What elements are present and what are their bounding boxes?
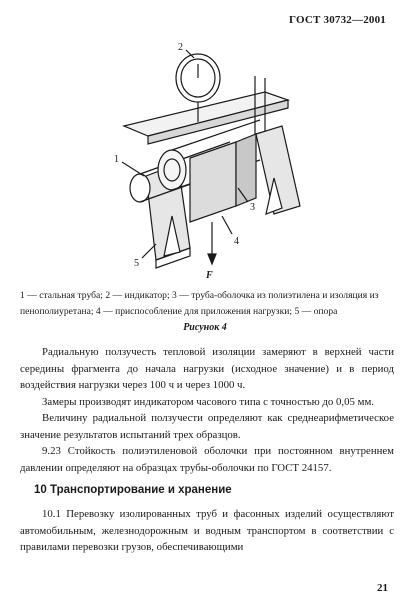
- test-apparatus-figure: [60, 38, 360, 283]
- paragraph: Величину радиальной ползучести определяют как среднеарифметическое значение результатов испытаний трех образцов.: [20, 412, 394, 441]
- section-heading: 10 Транспортирование и хранение: [34, 484, 232, 496]
- label-2: 2: [178, 42, 183, 53]
- label-force: F: [206, 270, 213, 281]
- label-1: 1: [114, 154, 119, 165]
- body-text: [20, 344, 394, 476]
- document-header: ГОСТ 30732—2001: [289, 14, 386, 26]
- section-text: [20, 506, 394, 556]
- page-number: 21: [377, 582, 388, 594]
- casing-pipe-end: [158, 150, 186, 190]
- figure-caption: 1 — стальная труба; 2 — индикатор; 3 — труба-оболочка из полиэтилена и изоляция из пенополиуретана; 4 — приспособление для приложения нагрузки; 5 — опора: [20, 290, 379, 317]
- paragraph: 10.1 Перевозку изолированных труб и фасонных изделий осуществляют автомобильным, железнодорожным и водным транспортом в соответствии с правилами перевозки грузов, обеспечивающими: [20, 508, 394, 553]
- label-3: 3: [250, 202, 255, 213]
- paragraph: Замеры производят индикатором часового типа с точностью до 0,05 мм.: [42, 395, 374, 408]
- paragraph: Радиальную ползучесть тепловой изоляции замеряют в верхней части середины фрагмента до начала нагрузки (исходное значение) и в период воздействия нагрузки через 100 ч и через 1000 ч.: [20, 346, 394, 391]
- steel-pipe-end: [130, 174, 150, 202]
- label-4: 4: [234, 236, 239, 247]
- label-5: 5: [134, 258, 139, 269]
- paragraph: 9.23 Стойкость полиэтиленовой оболочки при постоянном внутреннем давлении определяют на образцах трубы-оболочки по ГОСТ 24157.: [20, 445, 394, 474]
- figure-title: Рисунок 4: [183, 322, 227, 333]
- apparatus-drawing: [60, 38, 360, 283]
